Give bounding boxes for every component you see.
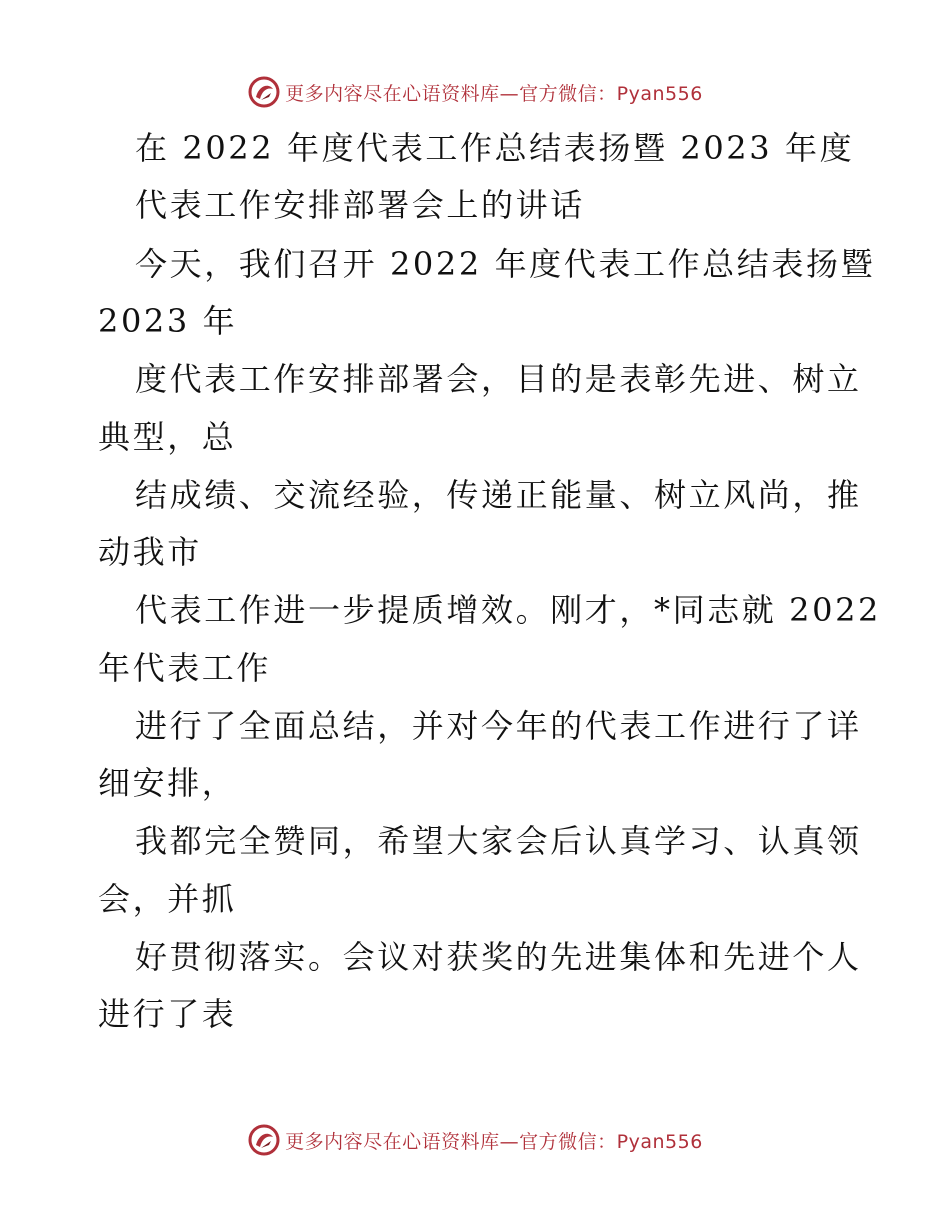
paragraph-line: 度代表工作安排部署会，目的是表彰先进、树立 <box>135 360 862 398</box>
paragraph-line: 结成绩、交流经验，传递正能量、树立风尚，推 <box>135 476 862 514</box>
watermark-banner-bottom <box>0 1118 950 1162</box>
paragraph-line: 动我市 <box>98 533 202 571</box>
title-line-1: 在 2022 年度代表工作总结表扬暨 2023 年度 <box>135 129 855 167</box>
watermark-text: 更多内容尽在心语资料库—官方微信：Pyan556 <box>285 1130 703 1153</box>
paragraph-line: 代表工作进一步提质增效。刚才，*同志就 2022 <box>135 591 882 629</box>
red-swirl-logo-icon <box>247 75 281 109</box>
paragraph-line: 细安排， <box>98 764 237 802</box>
paragraph-line: 会，并抓 <box>98 880 237 918</box>
watermark-text: 更多内容尽在心语资料库—官方微信：Pyan556 <box>285 82 703 105</box>
watermark-banner-top <box>0 70 950 114</box>
paragraph-line: 今天，我们召开 2022 年度代表工作总结表扬暨 <box>135 245 876 283</box>
paragraph-line: 典型，总 <box>98 418 237 456</box>
title-line-2: 代表工作安排部署会上的讲话 <box>135 186 585 224</box>
paragraph-line: 2023 年 <box>98 302 238 340</box>
paragraph-line: 进行了表 <box>98 995 237 1033</box>
red-swirl-logo-icon <box>247 1123 281 1157</box>
paragraph-line: 进行了全面总结，并对今年的代表工作进行了详 <box>135 707 862 745</box>
paragraph-line: 好贯彻落实。会议对获奖的先进集体和先进个人 <box>135 938 862 976</box>
paragraph-line: 年代表工作 <box>98 649 272 687</box>
paragraph-line: 我都完全赞同，希望大家会后认真学习、认真领 <box>135 822 862 860</box>
